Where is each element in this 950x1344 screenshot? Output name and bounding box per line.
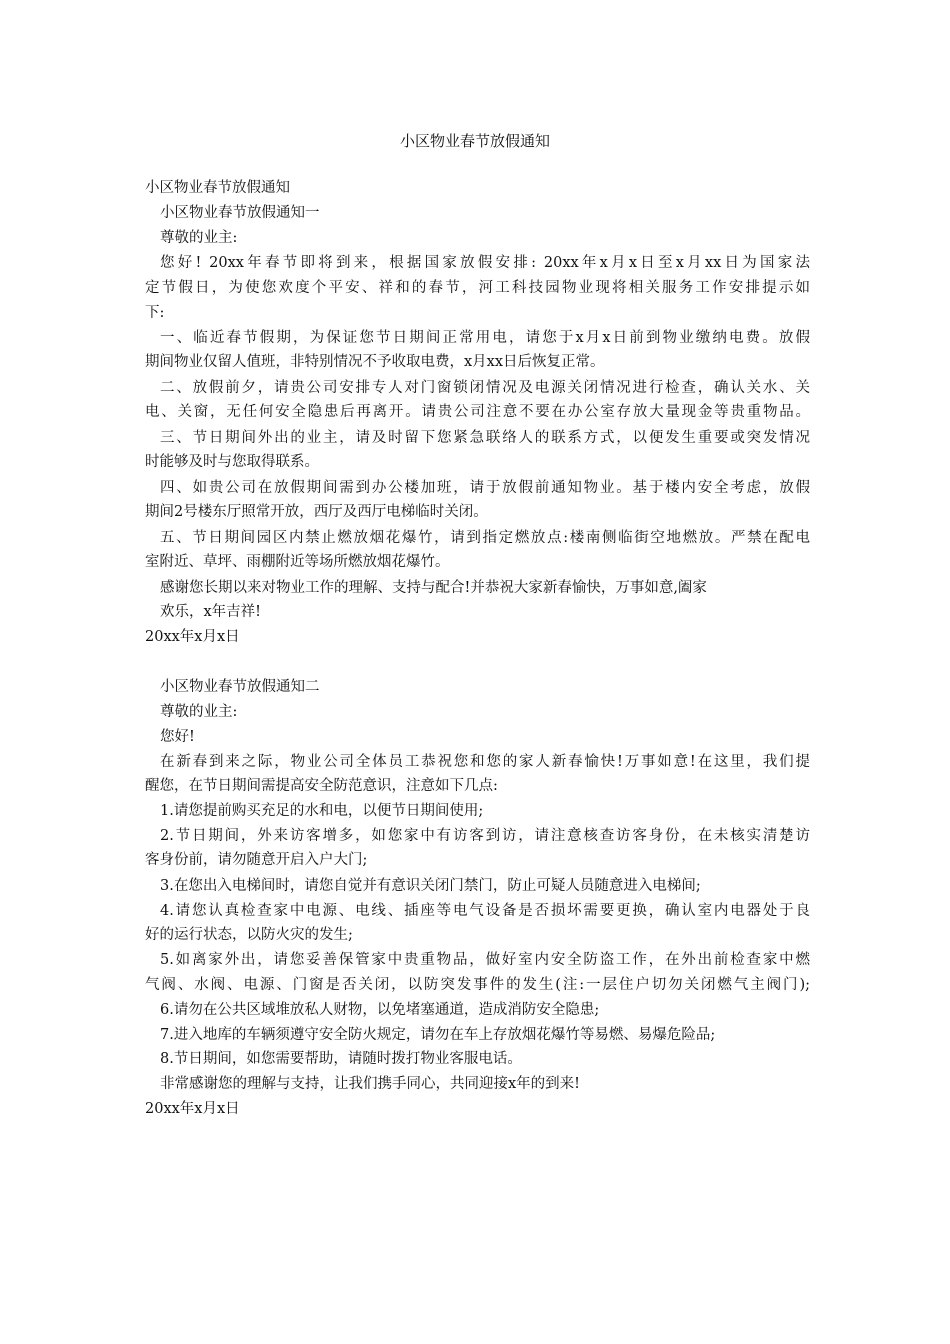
- notice2-item: 6.请勿在公共区域堆放私人财物，以免堵塞通道，造成消防安全隐患;: [160, 1002, 600, 1018]
- notice1-item-line: 三、节日期间外出的业主，请及时留下您紧急联络人的联系方式，以便发生重要或突发情况: [160, 430, 810, 446]
- notice2-item-line: 客身份前，请勿随意开启入户大门;: [145, 852, 368, 868]
- notice2-thanks: 非常感谢您的理解与支持，让我们携手同心，共同迎接x年的到来!: [160, 1076, 581, 1092]
- notice1-greeting: 尊敬的业主:: [160, 230, 238, 246]
- notice2-item-line: 好的运行状态，以防火灾的发生;: [145, 927, 353, 943]
- document-title: 小区物业春节放假通知: [399, 132, 550, 150]
- notice2-item-line: 气阀、水阀、电源、门窗是否关闭，以防突发事件的发生(注:一层住户切勿关闭燃气主阀门);: [145, 977, 810, 993]
- notice1-paragraph-line: 定节假日，为使您欢度个平安、祥和的春节，河工科技园物业现将相关服务工作安排提示如: [145, 280, 810, 296]
- notice1-item-line: 时能够及时与您取得联系。: [145, 454, 319, 470]
- notice2-intro-line: 醒您，在节日期间需提高安全防范意识，注意如下几点:: [145, 778, 498, 794]
- notice1-title: 小区物业春节放假通知一: [160, 205, 320, 221]
- notice2-date: 20xx年x月x日: [145, 1101, 240, 1117]
- notice2-item: 8.节日期间，如您需要帮助，请随时拨打物业客服电话。: [160, 1051, 522, 1067]
- notice2-item: 7.进入地库的车辆须遵守安全防火规定，请勿在车上存放烟花爆竹等易燃、易爆危险品;: [160, 1027, 716, 1043]
- notice2-intro-line: 在新春到来之际，物业公司全体员工恭祝您和您的家人新春愉快!万事如意!在这里，我们提: [160, 754, 810, 770]
- notice1-item-line: 五、节日期间园区内禁止燃放烟花爆竹，请到指定燃放点:楼南侧临街空地燃放。严禁在配电: [160, 530, 810, 546]
- notice2-item-line: 4.请您认真检查家中电源、电线、插座等电气设备是否损坏需要更换，确认室内电器处于良: [160, 903, 810, 919]
- notice2-title: 小区物业春节放假通知二: [160, 679, 320, 695]
- notice1-item-line: 室附近、草坪、雨棚附近等场所燃放烟花爆竹。: [145, 554, 450, 570]
- notice2-item-line: 5.如离家外出，请您妥善保管家中贵重物品，做好室内安全防盗工作，在外出前检查家中燃: [160, 952, 810, 968]
- notice2-hello: 您好!: [160, 729, 195, 745]
- notice1-paragraph-line: 您好! 20xx年春节即将到来，根据国家放假安排: 20xx年x月x日至x月xx日为国家法: [160, 255, 810, 271]
- notice1-item-line: 期间物业仅留人值班，非特别情况不予收取电费，x月xx日后恢复正常。: [145, 354, 605, 370]
- notice1-item-line: 一、临近春节假期，为保证您节日期间正常用电，请您于x月x日前到物业缴纳电费。放假: [160, 330, 810, 346]
- notice1-paragraph-line: 下:: [145, 305, 165, 321]
- document-heading: 小区物业春节放假通知: [145, 180, 290, 196]
- notice1-item-line: 四、如贵公司在放假期间需到办公楼加班，请于放假前通知物业。基于楼内安全考虑，放假: [160, 480, 810, 496]
- notice2-greeting: 尊敬的业主:: [160, 704, 238, 720]
- notice2-item: 1.请您提前购买充足的水和电，以便节日期间使用;: [160, 803, 484, 819]
- notice1-thanks-line: 感谢您长期以来对物业工作的理解、支持与配合!并恭祝大家新春愉快，万事如意,阖家: [160, 580, 707, 596]
- notice1-item-line: 电、关窗，无任何安全隐患后再离开。请贵公司注意不要在办公室存放大量现金等贵重物品。: [145, 404, 810, 420]
- notice1-thanks-line: 欢乐，x年吉祥!: [160, 604, 262, 620]
- notice2-item-line: 2.节日期间，外来访客增多，如您家中有访客到访，请注意核查访客身份，在未核实清楚访: [160, 828, 810, 844]
- notice1-date: 20xx年x月x日: [145, 629, 240, 645]
- notice1-item-line: 二、放假前夕，请贵公司安排专人对门窗锁闭情况及电源关闭情况进行检查，确认关水、关: [160, 380, 810, 396]
- notice2-item: 3.在您出入电梯间时，请您自觉并有意识关闭门禁门，防止可疑人员随意进入电梯间;: [160, 878, 701, 894]
- notice1-item-line: 期间2号楼东厅照常开放，西厅及西厅电梯临时关闭。: [145, 504, 488, 520]
